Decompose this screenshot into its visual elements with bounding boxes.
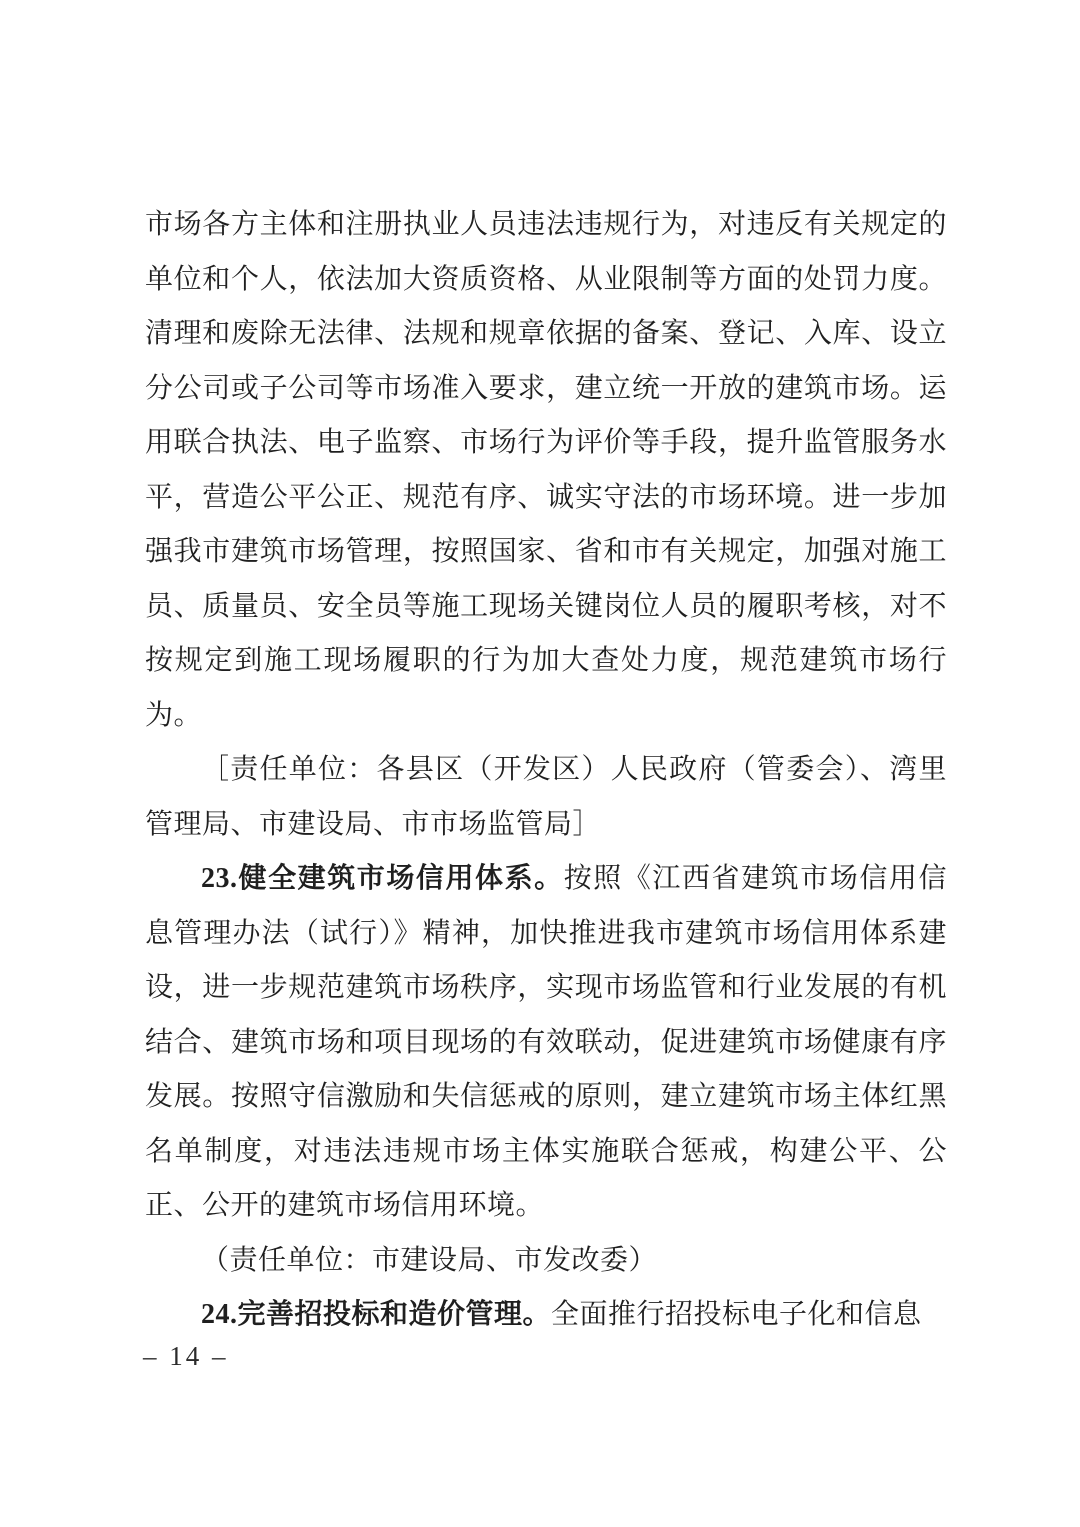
responsible-units-item-22 — [145, 743, 947, 852]
section-24-heading: 24.完善招投标和造价管理。 — [201, 1299, 552, 1330]
section-23-body: 按照《江西省建筑市场信用信息管理办法（试行）》精神，加快推进我市建筑市场信用体系建设，进一步规范建筑市场秩序，实现市场监管和行业发展的有机结合、建筑市场和项目现场的有效联动，促进建筑市场健康有序发展。按照守信激励和失信惩戒的原则，建立建筑市场主体红黑名单制度，对违法违规市场主体实施联合惩戒，构建公平、公正、公开的建筑市场信用环境。 — [145, 863, 947, 1221]
section-24-body: 全面推行招投标电子化和信息 — [551, 1299, 922, 1330]
document-body — [145, 198, 947, 1343]
paragraph-continuation — [145, 198, 947, 743]
section-23-heading: 23.健全建筑市场信用体系。 — [201, 863, 564, 894]
section-24-paragraph — [145, 1288, 947, 1343]
section-23-paragraph — [145, 852, 947, 1234]
responsible-units-item-23 — [145, 1234, 947, 1289]
responsible-units-item-22-text: ［责任单位：各县区（开发区）人民政府（管委会）、湾里管理局、市建设局、市市场监管局］ — [145, 754, 947, 840]
responsible-units-item-23-text: （责任单位：市建设局、市发改委） — [201, 1244, 658, 1276]
page-number: – 14 – — [143, 1341, 229, 1371]
paragraph-continuation-text: 市场各方主体和注册执业人员违法违规行为，对违反有关规定的单位和个人，依法加大资质资格、从业限制等方面的处罚力度。清理和废除无法律、法规和规章依据的备案、登记、入库、设立分公司或子公司等市场准入要求，建立统一开放的建筑市场。运用联合执法、电子监察、市场行为评价等手段，提升监管服务水平，营造公平公正、规范有序、诚实守法的市场环境。进一步加强我市建筑市场管理，按照国家、省和市有关规定，加强对施工员、质量员、安全员等施工现场关键岗位人员的履职考核，对不按规定到施工现场履职的行为加大查处力度，规范建筑市场行为。 — [145, 209, 947, 731]
